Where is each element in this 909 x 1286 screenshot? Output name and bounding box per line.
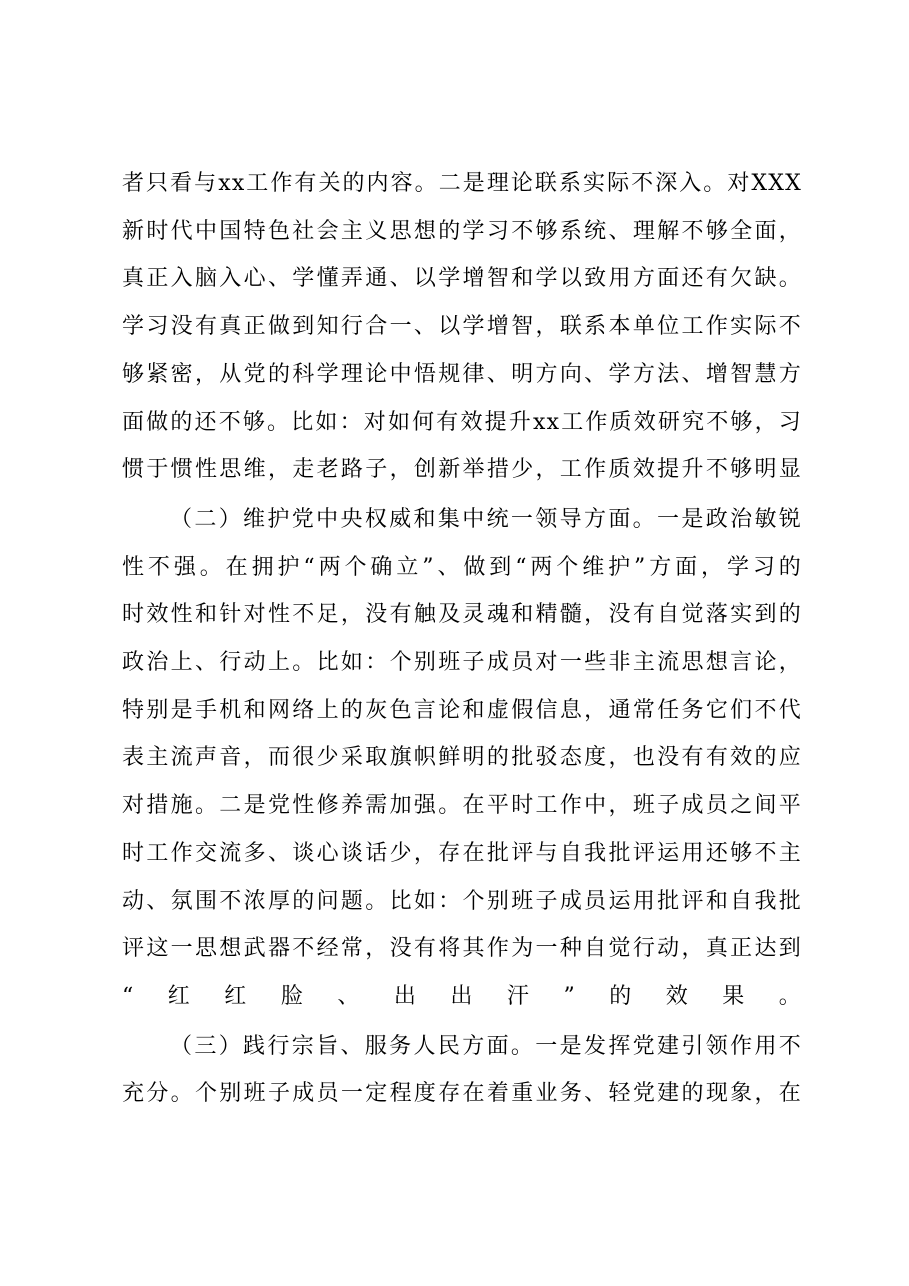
text-line: 性不强。在拥护“两个确立”、做到“两个维护”方面，学习的	[122, 554, 802, 580]
text-line: 者只看与xx工作有关的内容。二是理论联系实际不深入。对XXX	[122, 171, 802, 196]
text-line: 动、氛围不浓厚的问题。比如：个别班子成员运用批评和自我批	[122, 888, 802, 914]
text-line: 对措施。二是党性修养需加强。在平时工作中，班子成员之间平	[122, 793, 802, 819]
text-line: 特别是手机和网络上的灰色言论和虚假信息，通常任务它们不代	[122, 697, 802, 723]
text-line: 新时代中国特色社会主义思想的学习不够系统、理解不够全面，	[122, 218, 802, 244]
text-line: “红红脸、出出汗”的效果。	[122, 983, 802, 1009]
text-line: 学习没有真正做到知行合一、以学增智，联系本单位工作实际不	[122, 314, 802, 340]
text-line: 面做的还不够。比如：对如何有效提升xx工作质效研究不够，习	[122, 409, 802, 435]
paragraph-3	[122, 1023, 802, 1118]
text-line: 评这一思想武器不经常，没有将其作为一种自觉行动，真正达到	[122, 936, 802, 962]
text-line: 时效性和针对性不足，没有触及灵魂和精髓，没有自觉落实到的	[122, 602, 802, 628]
text-line: 真正入脑入心、学懂弄通、以学增智和学以致用方面还有欠缺。	[122, 266, 802, 292]
paragraph-2	[122, 496, 802, 1021]
paragraph-1	[122, 160, 802, 494]
text-line: （三）践行宗旨、服务人民方面。一是发挥党建引领作用不	[170, 1033, 802, 1059]
text-line: 政治上、行动上。比如：个别班子成员对一些非主流思想言论，	[122, 650, 802, 676]
text-line: （二）维护党中央权威和集中统一领导方面。一是政治敏锐	[170, 506, 802, 532]
document-body	[122, 160, 802, 1118]
text-line: 惯于惯性思维，走老路子，创新举措少，工作质效提升不够明显	[122, 457, 802, 483]
text-line: 表主流声音，而很少采取旗帜鲜明的批驳态度，也没有有效的应	[122, 745, 802, 771]
text-line: 够紧密，从党的科学理论中悟规律、明方向、学方法、增智慧方	[122, 361, 802, 387]
text-line: 时工作交流多、谈心谈话少，存在批评与自我批评运用还够不主	[122, 840, 802, 866]
text-line: 充分。个别班子成员一定程度存在着重业务、轻党建的现象，在	[122, 1081, 802, 1107]
